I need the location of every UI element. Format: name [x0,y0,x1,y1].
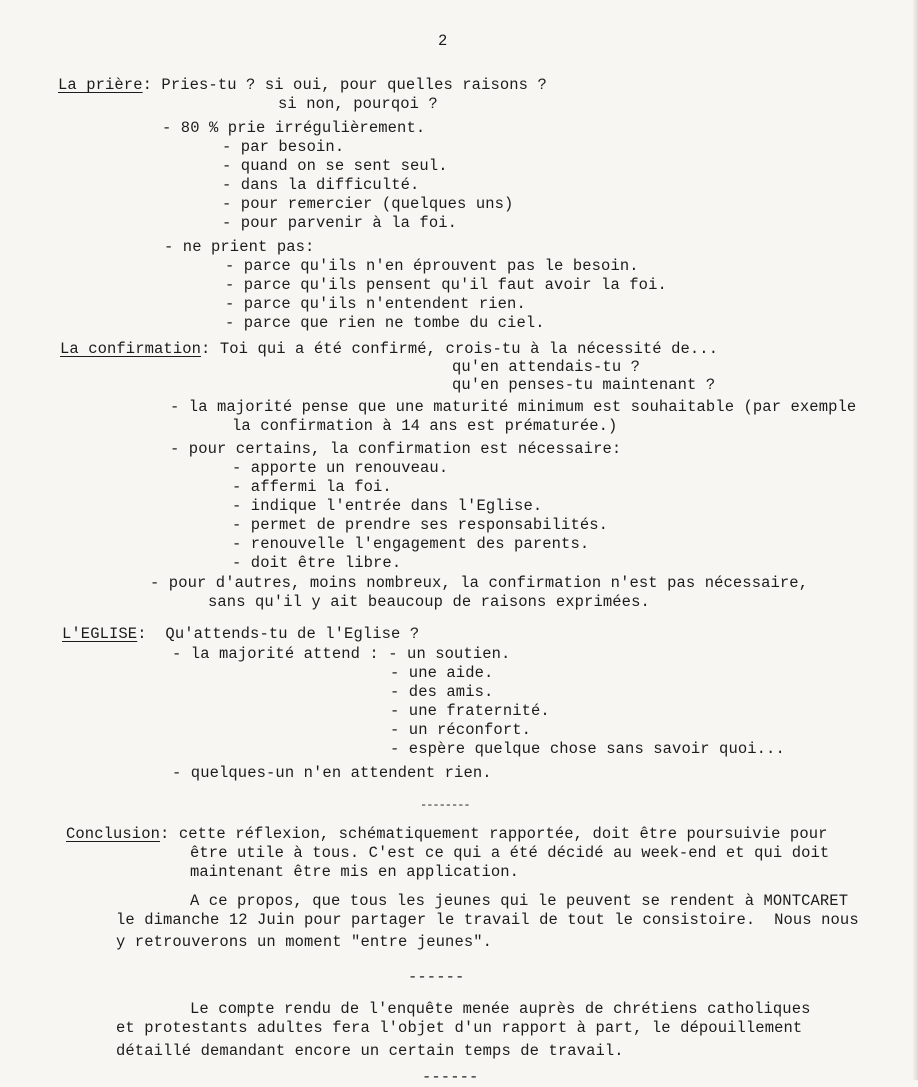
separator: ------ [408,968,465,986]
eglise-point-2: - quelques-un n'en attendent rien. [172,764,492,782]
confirmation-question-1: : Toi qui a été confirmé, crois-tu à la nécessité de... [201,340,719,358]
conclusion-para-2b: le dimanche 12 Juin pour partager le travail de tout le consistoire. Nous nous [116,911,859,929]
priere-reason-3: - dans la difficulté. [222,176,420,194]
priere-not-reason-1: - parce qu'ils n'en éprouvent pas le besoin. [225,257,639,275]
conclusion-heading-line [66,825,828,844]
priere-question-2: si non, pourqoi ? [278,95,438,113]
confirmation-question-3: qu'en penses-tu maintenant ? [452,376,716,394]
priere-point-2: - ne prient pas: [164,238,315,256]
confirmation-item-6: - doit être libre. [232,554,402,572]
confirmation-point-1a: - la majorité pense que une maturité minimum est souhaitable (par exemple [170,398,857,416]
conclusion-line-1: : cette réflexion, schématiquement rapportée, doit être poursuivie pour [160,825,828,843]
confirmation-question-2: qu'en attendais-tu ? [452,358,641,376]
conclusion-line-2: être utile à tous. C'est ce qui a été décidé au week-end et qui doit [190,844,830,862]
confirmation-heading-line [60,340,718,359]
conclusion-para-2c: y retrouverons un moment "entre jeunes". [116,933,493,951]
priere-not-reason-4: - parce que rien ne tombe du ciel. [225,314,545,332]
confirmation-point-2: - pour certains, la confirmation est nécessaire: [170,440,622,458]
confirmation-item-5: - renouvelle l'engagement des parents. [232,535,590,553]
confirmation-item-4: - permet de prendre ses responsabilités. [232,516,609,534]
priere-reason-5: - pour parvenir à la foi. [222,214,458,232]
eglise-heading: L'EGLISE [62,625,138,643]
priere-not-reason-3: - parce qu'ils n'entendent rien. [225,295,526,313]
eglise-item-2: - des amis. [390,683,494,701]
conclusion-para-2a: A ce propos, que tous les jeunes qui le peuvent se rendent à MONTCARET [190,892,849,910]
separator-bottom: ------ [422,1068,479,1086]
separator-short: -------- [420,798,470,812]
eglise-question: : Qu'attends-tu de l'Eglise ? [137,625,420,643]
confirmation-point-3b: sans qu'il y ait beaucoup de raisons exprimées. [208,593,650,611]
confirmation-item-2: - affermi la foi. [232,478,392,496]
priere-reason-4: - pour remercier (quelques uns) [222,195,514,213]
confirmation-item-3: - indique l'entrée dans l'Eglise. [232,497,543,515]
page-edge-shadow [912,0,918,1080]
conclusion-line-3: maintenant être mis en application. [190,863,520,881]
priere-reason-2: - quand on se sent seul. [222,157,448,175]
priere-heading: La prière [58,76,143,94]
priere-not-reason-2: - parce qu'ils pensent qu'il faut avoir la foi. [225,276,667,294]
eglise-item-3: - une fraternité. [390,702,550,720]
eglise-heading-line [62,625,419,644]
confirmation-heading: La confirmation [60,340,202,358]
final-line-3: détaillé demandant encore un certain temps de travail. [116,1042,624,1060]
eglise-item-4: - un réconfort. [390,721,532,739]
priere-question-1: : Pries-tu ? si oui, pour quelles raisons ? [142,76,547,94]
eglise-item-5: - espère quelque chose sans savoir quoi... [390,740,785,758]
eglise-point-1: - la majorité attend : - un soutien. [172,645,511,663]
priere-reason-1: - par besoin. [222,138,345,156]
final-line-2: et protestants adultes fera l'objet d'un rapport à part, le dépouillement [116,1019,803,1037]
confirmation-point-3a: - pour d'autres, moins nombreux, la confirmation n'est pas nécessaire, [150,574,809,592]
conclusion-heading: Conclusion [66,825,161,843]
priere-point-1: - 80 % prie irrégulièrement. [162,119,426,137]
confirmation-point-1b: la confirmation à 14 ans est prématurée.) [232,417,618,435]
priere-heading-line [58,76,547,95]
page-number: 2 [438,32,448,50]
eglise-item-1: - une aide. [390,664,494,682]
final-line-1: Le compte rendu de l'enquête menée auprès de chrétiens catholiques [190,1000,811,1018]
confirmation-item-1: - apporte un renouveau. [232,459,449,477]
